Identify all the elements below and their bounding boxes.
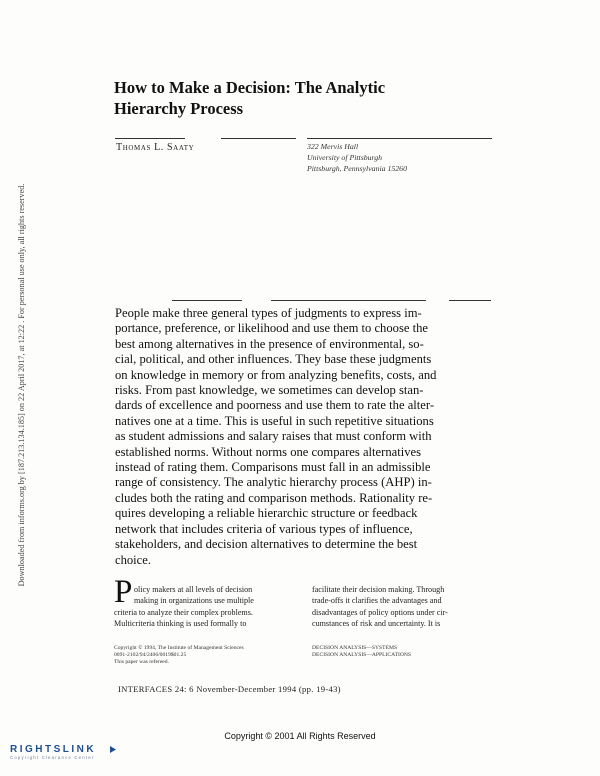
footnote-line: DECISION ANALYSIS—SYSTEMS [312, 645, 398, 651]
abstract-line: cial, political, and other influences. They base these judgments [115, 352, 432, 367]
body-line: trade-offs it clarifies the advantages and [312, 596, 442, 606]
footnote-line: DECISION ANALYSIS—APPLICATIONS [312, 652, 412, 658]
title-line-2: Hierarchy Process [114, 99, 244, 118]
abstract-line: cludes both the rating and comparison methods. Rationality re- [115, 490, 433, 505]
body-line: Multicriteria thinking is used formally to [114, 618, 247, 628]
footnote-copyright [114, 645, 244, 666]
abstract-rule-right [449, 300, 491, 301]
footnote-keywords [312, 645, 411, 659]
author-address [307, 141, 407, 174]
abstract-line: dards of excellence and poorness and use them to rate the alter- [115, 398, 435, 413]
footnote-line: This paper was refereed. [114, 659, 169, 665]
body-column-left [114, 584, 300, 629]
logo-subtext: Copyright Clearance Center [10, 755, 95, 760]
abstract-line: stakeholders, and decision alternatives to determine the best [115, 537, 418, 552]
body-line: criteria to analyze their complex problems. [114, 607, 253, 617]
body-line: olicy makers at all levels of decision [134, 585, 253, 594]
abstract-line: best among alternatives in the presence of environmental, so- [115, 336, 424, 351]
abstract-line: range of consistency. The analytic hierarchy process (AHP) in- [115, 475, 432, 490]
drop-cap: P [114, 574, 133, 610]
body-line: making in organizations use multiple [134, 596, 254, 606]
journal-citation: INTERFACES 24: 6 November-December 1994 (pp. 19-43) [118, 684, 341, 694]
article-title [114, 77, 414, 119]
body-column-right [312, 584, 492, 629]
address-line-1: 322 Mervis Hall [307, 142, 359, 151]
author-name: Thomas L. Saaty [116, 142, 195, 153]
address-line-2: University of Pittsburgh [307, 153, 383, 162]
abstract-line: established norms. Without norms one compares alternatives [115, 444, 421, 459]
abstract-line: as student admissions and salary raises that must conform with [115, 429, 432, 444]
download-stamp: Downloaded from informs.org by [187.213.134.185] on 22 April 2017, at 12:22 . For personal use only, all rights reserved. [17, 183, 26, 587]
logo-text: RIGHTSLINK [10, 744, 97, 755]
copyright-notice: Copyright © 2001 All Rights Reserved [224, 731, 376, 741]
logo-arrow-icon [109, 745, 118, 754]
abstract-rule-left [172, 300, 242, 301]
author-rule-right [307, 138, 492, 139]
abstract-line: instead of rating them. Comparisons must fall in an admissible [115, 460, 431, 475]
abstract-line: risks. From past knowledge, we sometimes can develop stan- [115, 383, 424, 398]
abstract [115, 306, 489, 568]
abstract-line: choice. [115, 552, 152, 567]
abstract-line: network that includes criteria of various types of influence, [115, 521, 413, 536]
abstract-line: portance, preference, or likelihood and use them to choose the [115, 321, 428, 336]
body-line: disadvantages of policy options under cir- [312, 607, 448, 617]
abstract-rule-middle [271, 300, 426, 301]
body-line: facilitate their decision making. Through [312, 585, 445, 594]
footnote-line: 0091-2102/94/2406/0019$01.25 [114, 652, 187, 658]
abstract-line: People make three general types of judgments to express im- [115, 306, 422, 320]
abstract-line: natives one at a time. This is useful in such repetitive situations [115, 413, 434, 428]
author-rule-middle [221, 138, 296, 139]
title-line-1: How to Make a Decision: The Analytic [114, 78, 386, 97]
author-rule-left [115, 138, 185, 139]
body-line: cumstances of risk and uncertainty. It is [312, 618, 441, 628]
address-line-3: Pittsburgh, Pennsylvania 15260 [307, 164, 407, 173]
footnote-line: Copyright © 1994, The Institute of Management Sciences [114, 645, 244, 651]
rightslink-logo[interactable] [10, 744, 130, 766]
abstract-line: on knowledge in memory or from analyzing benefits, costs, and [115, 367, 437, 382]
abstract-line: quires developing a reliable hierarchic structure or feedback [115, 506, 418, 521]
